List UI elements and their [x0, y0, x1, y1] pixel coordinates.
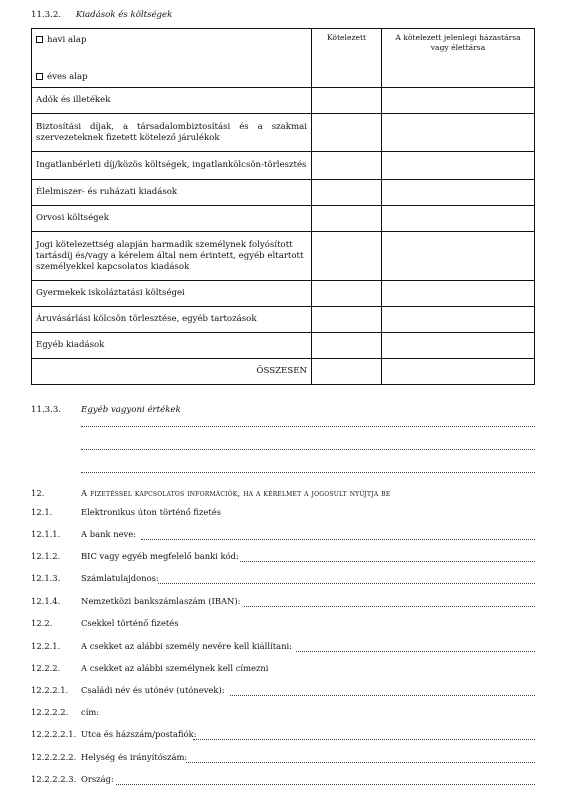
section-title: Kiadások és költségek [75, 10, 173, 20]
item-label: Csekkel történő fizetés [81, 618, 179, 628]
table-row [32, 151, 534, 179]
item-label: Utca és házszám/postafiók: [81, 729, 197, 739]
item-label: A bank neve: [81, 529, 137, 539]
fill-line[interactable] [81, 472, 535, 473]
item-number: 12.1.3. [31, 573, 61, 583]
name-field[interactable] [230, 695, 535, 696]
cell-obligated[interactable] [311, 88, 381, 113]
monthly-label: havi alap [47, 35, 87, 45]
table-row [32, 231, 534, 280]
list-item [31, 573, 159, 583]
list-item [31, 707, 100, 717]
total-spouse[interactable] [381, 359, 534, 384]
row-label: Orvosi költségek [36, 213, 109, 223]
fill-line[interactable] [81, 449, 535, 450]
item-label: BIC vagy egyéb megfelelő banki kód: [81, 551, 239, 561]
item-label: Családi név és utónév (utónevek): [81, 685, 225, 695]
item-label: Elektronikus úton történő fizetés [81, 507, 221, 517]
row-label: Jogi kötelezettség alapján harmadik személynek folyósított tartásdíj és/vagy a kérelem által nem érintett, egyéb eltartott személyekkel kapcsolatos kiadások [36, 239, 304, 272]
item-number: 12.2.2.2.1. [31, 729, 77, 739]
list-item [31, 596, 241, 606]
item-number: 12.1. [31, 507, 53, 517]
item-label: cím: [81, 707, 100, 717]
cell-spouse[interactable] [381, 307, 534, 332]
item-number: 12.2.1. [31, 641, 61, 651]
table-row [32, 332, 534, 358]
cell-spouse[interactable] [381, 206, 534, 231]
item-label: Számlatulajdonos: [81, 573, 159, 583]
list-item [31, 729, 197, 739]
section-number: 11.3.2. [31, 10, 62, 20]
item-label: A csekket az alábbi személy nevére kell kiállítani: [81, 641, 292, 651]
item-number: 12.2.2.1. [31, 685, 69, 695]
cell-spouse[interactable] [381, 333, 534, 358]
list-item [31, 752, 188, 762]
item-label: Ország: [81, 774, 114, 784]
row-label: Biztosítási díjak, a társadalombiztosítási és a szakmai szervezeteknek fizetett kötelező járulékok [36, 121, 307, 143]
item-label: Helység és irányítószám: [81, 752, 188, 762]
item-number: 12.1.4. [31, 596, 61, 606]
list-item [31, 551, 239, 561]
account-holder-field[interactable] [158, 583, 535, 584]
section-number: 11.3.3. [31, 405, 62, 415]
cell-spouse[interactable] [381, 88, 534, 113]
country-field[interactable] [116, 784, 535, 785]
row-label: Gyermekek iskoláztatási költségei [36, 288, 185, 298]
cell-spouse[interactable] [381, 180, 534, 205]
section-heading-11-3-3 [31, 405, 181, 415]
table-row [32, 205, 534, 231]
item-number: 12.2.2. [31, 663, 61, 673]
row-label: Ingatlanbérleti díj/közös költségek, ingatlankölcsön-törlesztés [36, 160, 307, 170]
item-number: 12.1.1. [31, 529, 61, 539]
list-item [31, 641, 292, 651]
item-number: 12.2. [31, 618, 53, 628]
cell-spouse[interactable] [381, 281, 534, 306]
row-label: Áruvásárlási kölcsön törlesztése, egyéb tartozások [36, 314, 257, 324]
section-title: Egyéb vagyoni értékek [81, 405, 181, 415]
table-total-row [32, 358, 534, 384]
fill-line[interactable] [81, 426, 535, 427]
item-number: 12.2.2.2. [31, 707, 69, 717]
item-number: 12.1.2. [31, 551, 61, 561]
item-label: A csekket az alábbi személynek kell címezni [81, 663, 269, 673]
list-item [31, 507, 221, 517]
cell-obligated[interactable] [311, 281, 381, 306]
monthly-option[interactable] [36, 35, 307, 46]
section-number: 12. [31, 488, 45, 498]
item-label: Nemzetközi bankszámlaszám (IBAN): [81, 596, 241, 606]
cell-spouse[interactable] [381, 232, 534, 280]
row-label: Élelmiszer- és ruházati kiadások [36, 187, 178, 197]
header-obligated: Kötelezett [311, 29, 381, 87]
bic-field[interactable] [240, 561, 535, 562]
yearly-option[interactable] [36, 72, 88, 83]
yearly-checkbox[interactable] [36, 73, 43, 80]
cell-obligated[interactable] [311, 152, 381, 179]
section-heading-12 [31, 488, 391, 498]
total-obligated[interactable] [311, 359, 381, 384]
cell-obligated[interactable] [311, 114, 381, 151]
table-row [32, 179, 534, 205]
item-number: 12.2.2.2.3. [31, 774, 77, 784]
city-postcode-field[interactable] [186, 762, 535, 763]
table-header-row [32, 29, 534, 87]
table-row [32, 280, 534, 306]
table-row [32, 113, 534, 151]
monthly-checkbox[interactable] [36, 36, 43, 43]
street-field[interactable] [193, 739, 535, 740]
list-item [31, 529, 137, 539]
list-item [31, 663, 269, 673]
row-label: Egyéb kiadások [36, 340, 105, 350]
cell-obligated[interactable] [311, 333, 381, 358]
expenses-table [31, 28, 535, 385]
table-row [32, 87, 534, 113]
section-title: A fizetéssel kapcsolatos információk, ha a kérelmet a jogosult nyújtja be [81, 488, 391, 498]
list-item [31, 618, 179, 628]
cell-spouse[interactable] [381, 152, 534, 179]
iban-field[interactable] [244, 606, 535, 607]
cell-spouse[interactable] [381, 114, 534, 151]
yearly-label: éves alap [47, 72, 88, 82]
cell-obligated[interactable] [311, 206, 381, 231]
cheque-payee-field[interactable] [296, 651, 535, 652]
cell-obligated[interactable] [311, 180, 381, 205]
bank-name-field[interactable] [141, 539, 535, 540]
cell-obligated[interactable] [311, 232, 381, 280]
item-number: 12.2.2.2.2. [31, 752, 77, 762]
section-heading-11-3-2 [31, 10, 172, 20]
total-label: ÖSSZESEN [256, 366, 307, 376]
cell-obligated[interactable] [311, 307, 381, 332]
header-spouse: A kötelezett jelenlegi házastársa vagy élettársa [381, 29, 534, 87]
list-item [31, 685, 225, 695]
list-item [31, 774, 114, 784]
row-label: Adók és illetékek [36, 95, 111, 105]
table-row [32, 306, 534, 332]
